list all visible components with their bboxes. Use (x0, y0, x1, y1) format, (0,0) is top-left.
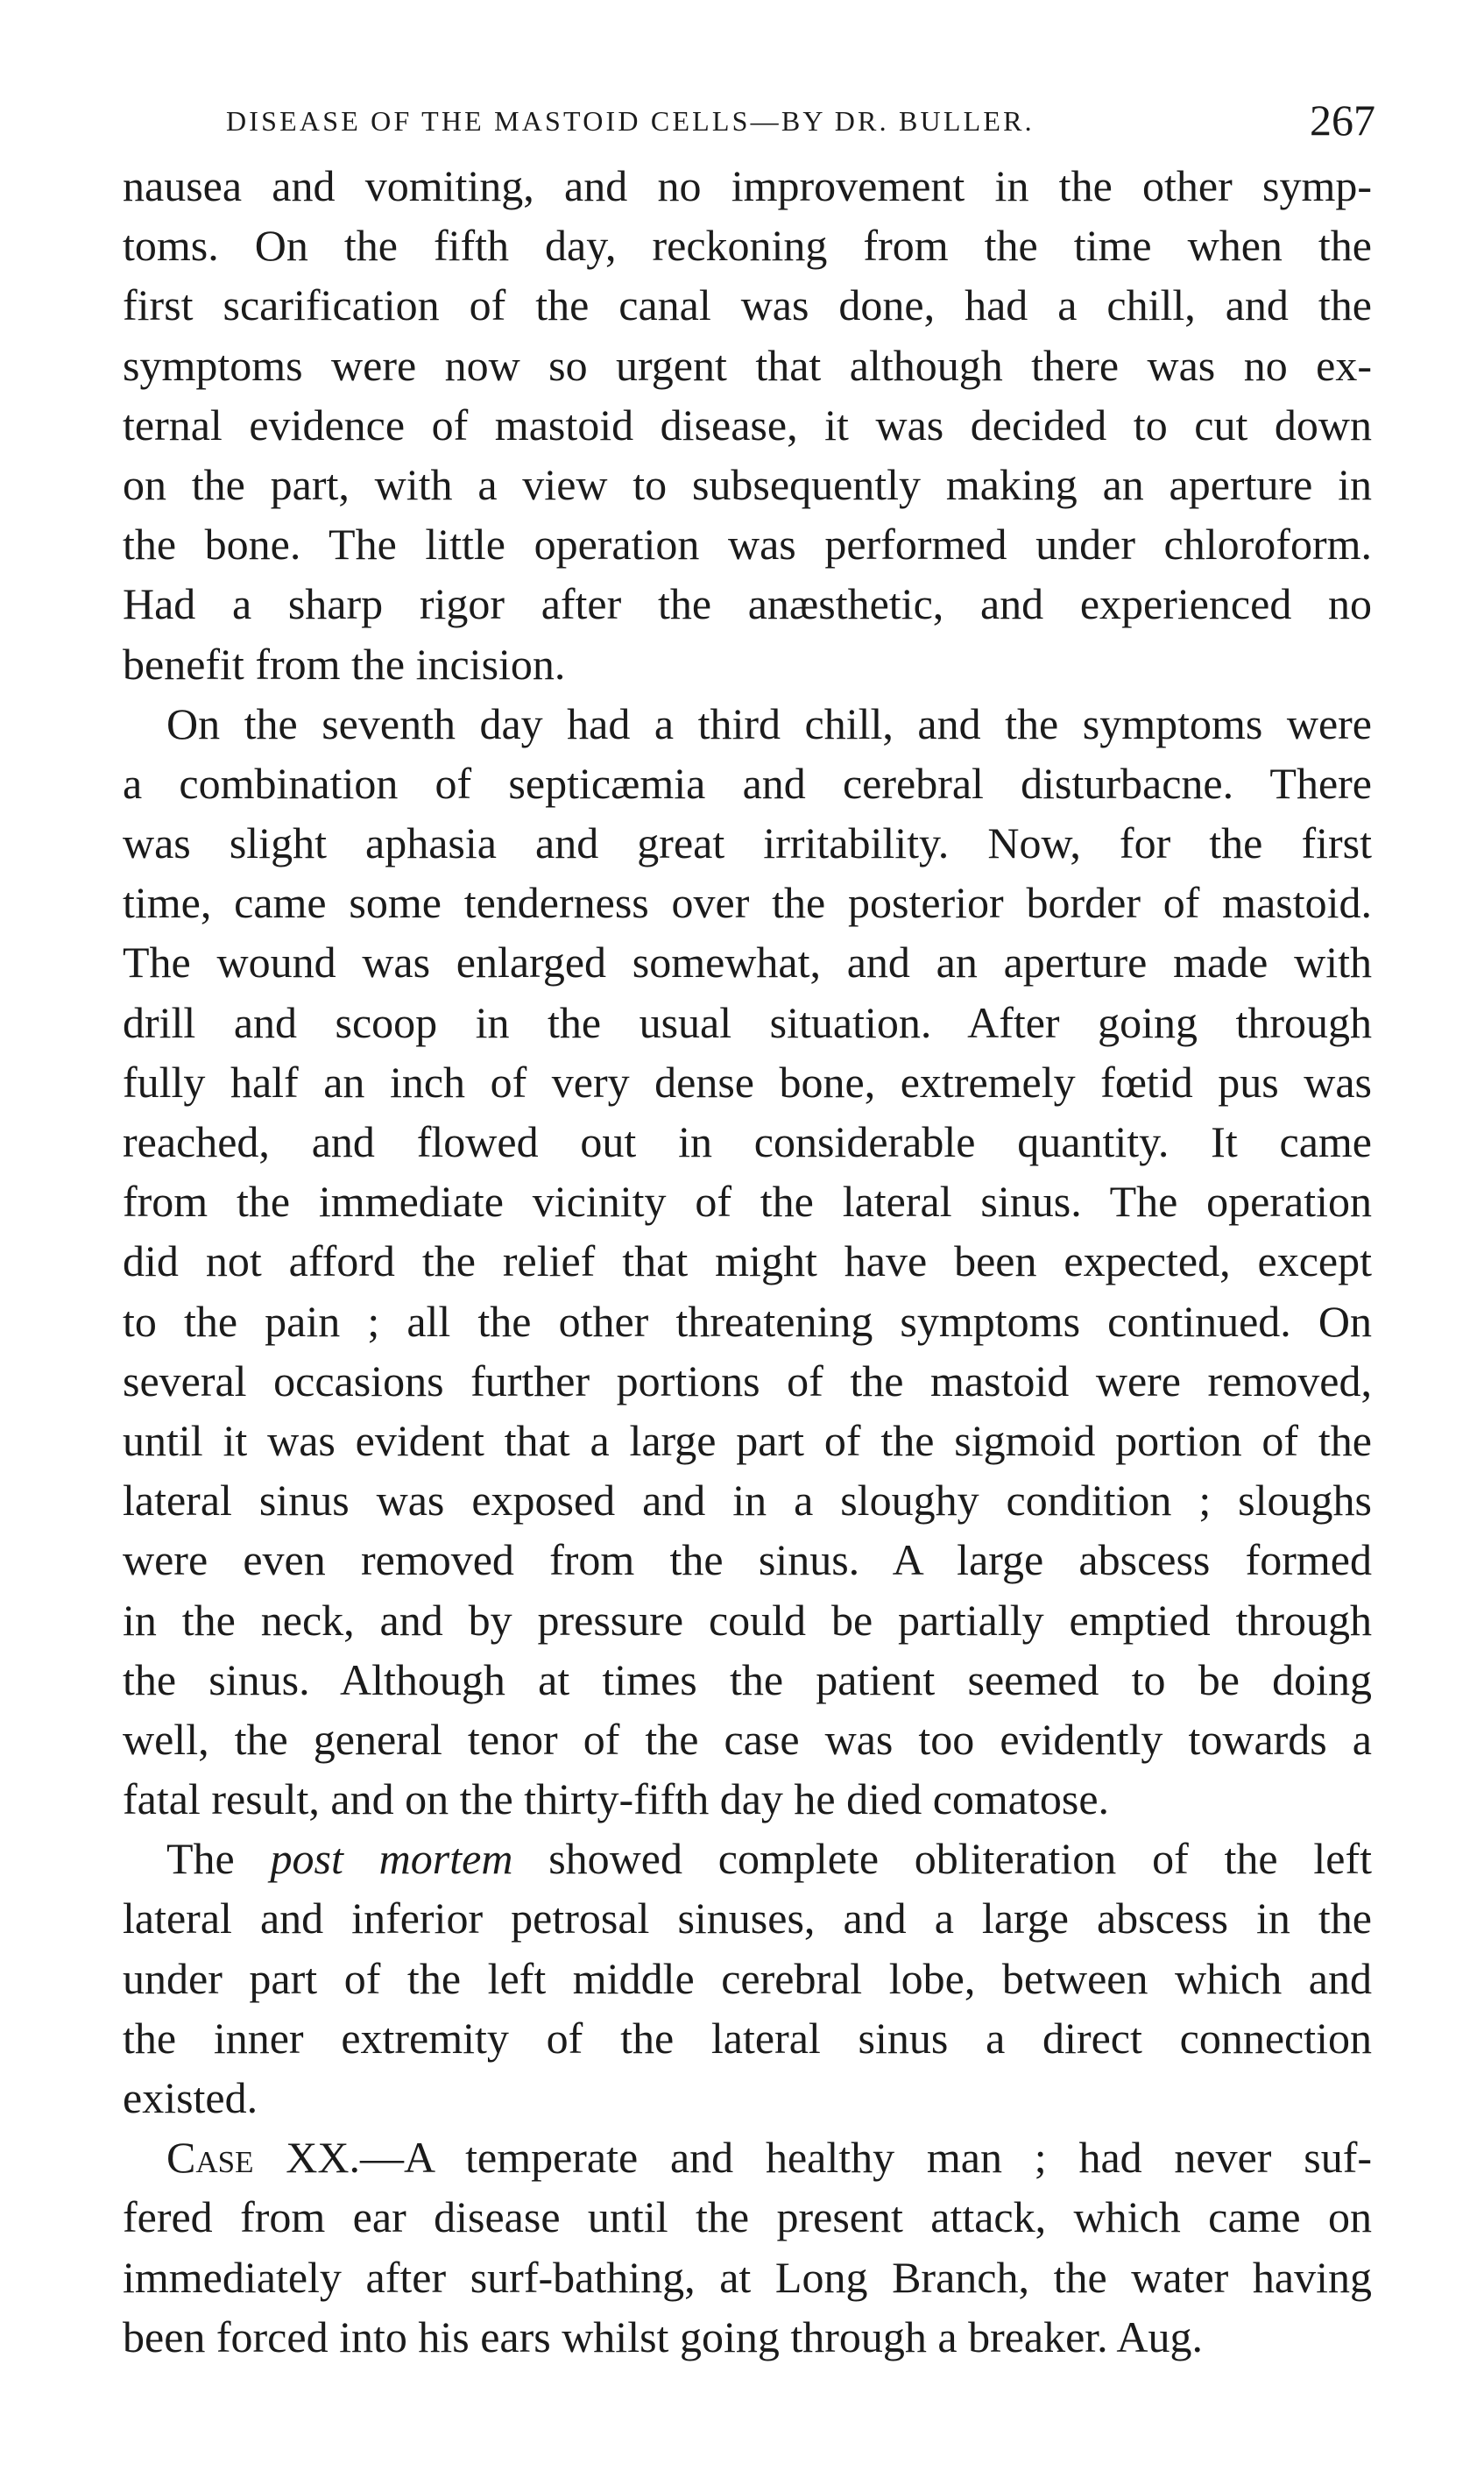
text-line (123, 1888, 1372, 1948)
text-line (123, 336, 1372, 395)
text-line (123, 1172, 1372, 1231)
paragraph (123, 156, 1372, 694)
text-segment: fered from ear disease until the present attack, which came on (123, 2192, 1372, 2242)
text-line (123, 694, 1372, 754)
body-text (123, 156, 1372, 2367)
text-line (123, 574, 1372, 634)
text-segment: the inner extremity of the lateral sinus a direct connection (123, 2013, 1372, 2063)
text-segment: drill and scoop in the usual situation. After going through (123, 997, 1372, 1047)
text-segment: Case (166, 2133, 254, 2183)
text-line (123, 156, 1372, 216)
text-segment: The wound was enlarged somewhat, and an aperture made with (123, 938, 1372, 988)
text-line (123, 873, 1372, 932)
text-segment: nausea and vomiting, and no improvement in the other symp- (123, 161, 1372, 210)
text-segment: The (166, 1834, 271, 1884)
text-line (123, 1112, 1372, 1172)
text-segment: first scarification of the canal was done, had a chill, and the (123, 280, 1372, 330)
text-line (123, 275, 1372, 335)
text-segment: time, came some tenderness over the posterior border of mastoid. (123, 878, 1372, 928)
text-line (123, 1292, 1372, 1351)
text-segment: until it was evident that a large part of the sigmoid portion of the (123, 1415, 1372, 1465)
text-segment: existed. (123, 2073, 258, 2122)
text-segment: to the pain ; all the other threatening symptoms continued. On (123, 1296, 1372, 1346)
running-head (226, 95, 1375, 156)
text-segment: showed complete obliteration of the left (512, 1834, 1373, 1884)
text-line (123, 2008, 1372, 2068)
text-line (123, 813, 1372, 873)
text-line (123, 754, 1372, 813)
text-line (123, 2307, 1372, 2367)
text-segment: benefit from the incision. (123, 639, 566, 689)
text-segment: XX.—A temperate and healthy man ; had never suf- (253, 2133, 1372, 2183)
text-segment: on the part, with a view to subsequently making an aperture in (123, 459, 1372, 509)
text-segment: On the seventh day had a third chill, and the symptoms were (166, 698, 1372, 748)
text-segment: did not afford the relief that might have been expected, except (123, 1236, 1372, 1286)
text-segment: under part of the left middle cerebral lobe, between which and (123, 1953, 1372, 2003)
text-segment: lateral sinus was exposed and in a sloughy condition ; sloughs (123, 1476, 1372, 1526)
text-segment: was slight aphasia and great irritability. Now, for the first (123, 818, 1372, 868)
paragraph (123, 694, 1372, 1830)
text-segment: symptoms were now so urgent that although there was no ex- (123, 340, 1372, 390)
text-segment: Had a sharp rigor after the anæsthetic, and experienced no (123, 579, 1372, 629)
text-line (123, 993, 1372, 1052)
text-segment: immediately after surf-bathing, at Long Branch, the water having (123, 2252, 1372, 2302)
text-line (123, 1590, 1372, 1650)
text-line (123, 455, 1372, 514)
text-line (123, 2187, 1372, 2247)
text-segment: were even removed from the sinus. A large abscess formed (123, 1535, 1372, 1585)
text-segment: fully half an inch of very dense bone, extremely fœtid pus was (123, 1057, 1372, 1107)
text-line (123, 1530, 1372, 1589)
text-line (123, 216, 1372, 275)
text-line (123, 1470, 1372, 1530)
text-segment: from the immediate vicinity of the lateral sinus. The operation (123, 1177, 1372, 1227)
text-line (123, 1829, 1372, 1888)
text-segment: fatal result, and on the thirty-fifth day he died comatose. (123, 1774, 1110, 1824)
text-line (123, 2068, 1372, 2127)
text-segment: several occasions further portions of the mastoid were removed, (123, 1356, 1372, 1405)
text-segment: the bone. The little operation was performed under chloroform. (123, 520, 1372, 570)
text-segment: post mortem (270, 1834, 513, 1884)
text-line (123, 634, 1372, 694)
text-segment: in the neck, and by pressure could be partially emptied through (123, 1595, 1372, 1645)
paragraph (123, 2127, 1372, 2367)
text-line (123, 1710, 1372, 1769)
text-line (123, 1052, 1372, 1112)
text-line (123, 1411, 1372, 1470)
running-title: DISEASE OF THE MASTOID CELLS—BY DR. BULLER. (226, 105, 1035, 137)
text-line (123, 932, 1372, 992)
text-line (123, 2127, 1372, 2187)
text-line (123, 514, 1372, 574)
text-line (123, 1351, 1372, 1411)
text-line (123, 1650, 1372, 1710)
text-line (123, 395, 1372, 455)
text-line (123, 1769, 1372, 1829)
paragraph (123, 1829, 1372, 2127)
text-segment: toms. On the fifth day, reckoning from the time when the (123, 221, 1372, 271)
page-number: 267 (1310, 96, 1375, 145)
text-segment: a combination of septicæmia and cerebral disturbacne. There (123, 758, 1372, 808)
text-line (123, 2248, 1372, 2307)
text-segment: the sinus. Although at times the patient seemed to be doing (123, 1654, 1372, 1704)
text-segment: been forced into his ears whilst going through a breaker. Aug. (123, 2312, 1204, 2361)
text-line (123, 1949, 1372, 2008)
text-segment: well, the general tenor of the case was too evidently towards a (123, 1714, 1372, 1764)
text-segment: lateral and inferior petrosal sinuses, and a large abscess in the (123, 1894, 1372, 1943)
text-segment: reached, and flowed out in considerable quantity. It came (123, 1117, 1372, 1166)
text-segment: ternal evidence of mastoid disease, it was decided to cut down (123, 400, 1372, 450)
text-line (123, 1231, 1372, 1291)
